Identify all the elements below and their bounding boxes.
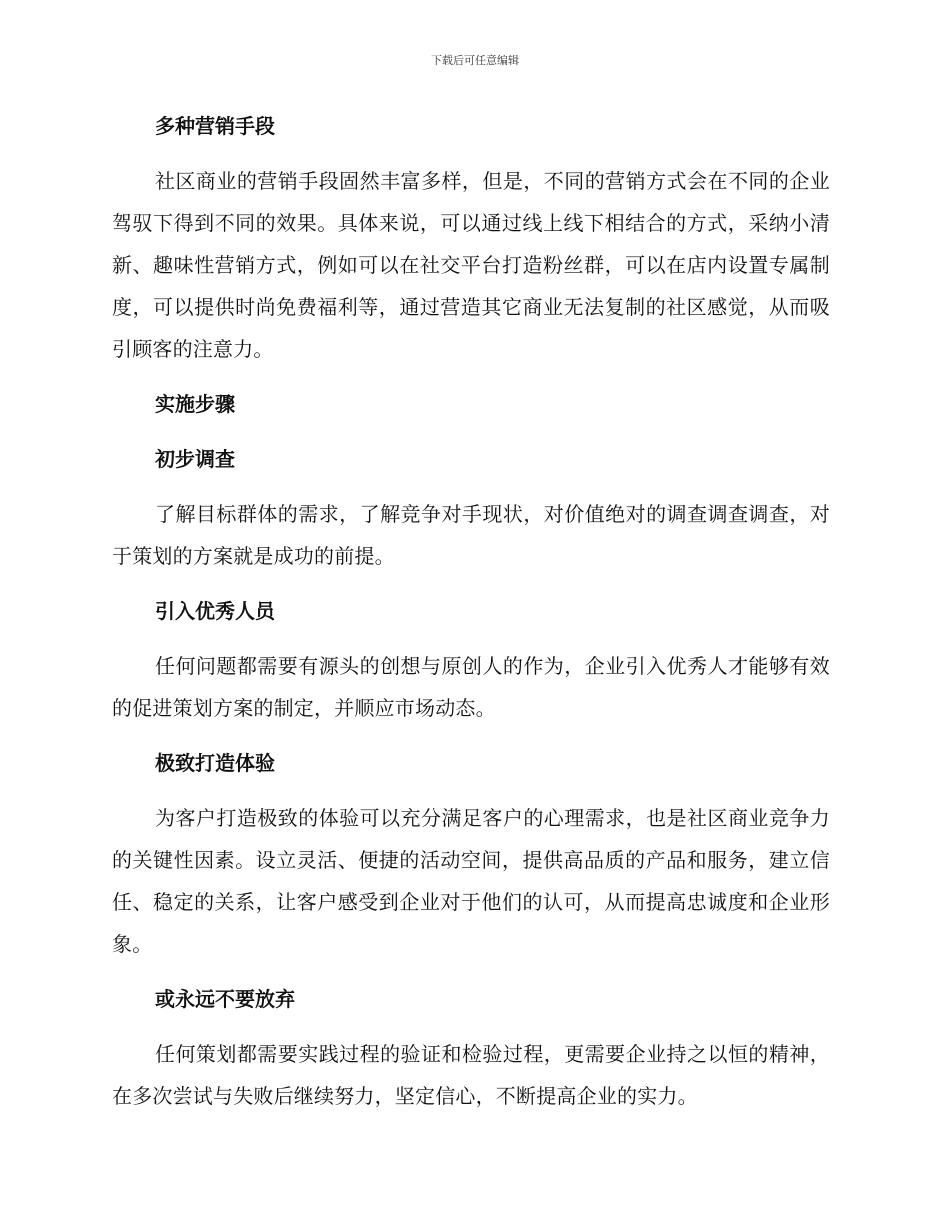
paragraph-ultimate-experience: 为客户打造极致的体验可以充分满足客户的心理需求，也是社区商业竞争力的关键性因素。设立灵活、便捷的活动空间，提供高品质的产品和服务，建立信任、稳定的关系，让客户感受到企业对于他们的认可，从而提高忠诚度和企业形象。 [112, 806, 830, 956]
section-heading-recruit-talent: 引入优秀人员 [155, 599, 275, 623]
section-heading-ultimate-experience: 极致打造体验 [155, 751, 275, 775]
section-heading-implementation-steps: 实施步骤 [155, 392, 235, 416]
section-heading-marketing-methods: 多种营销手段 [155, 114, 275, 138]
paragraph-preliminary-survey: 了解目标群体的需求，了解竞争对手现状，对价值绝对的调查调查调查，对于策划的方案就是成功的前提。 [112, 502, 830, 568]
paragraph-marketing-methods: 社区商业的营销手段固然丰富多样，但是，不同的营销方式会在不同的企业驾驭下得到不同的效果。具体来说，可以通过线上线下相结合的方式，采纳小清新、趣味性营销方式，例如可以在社交平台打造粉丝群，可以在店内设置专属制度，可以提供时尚免费福利等，通过营造其它商业无法复制的社区感觉，从而吸引顾客的注意力。 [112, 169, 830, 361]
document-body [112, 105, 830, 1130]
section-heading-never-give-up: 或永远不要放弃 [155, 987, 295, 1011]
section-heading-preliminary-survey: 初步调查 [155, 447, 235, 471]
paragraph-recruit-talent: 任何问题都需要有源头的创想与原创人的作为，企业引入优秀人才能够有效的促进策划方案的制定，并顺应市场动态。 [112, 654, 830, 720]
page-header: 下载后可任意编辑 [431, 54, 519, 67]
paragraph-never-give-up: 任何策划都需要实践过程的验证和检验过程，更需要企业持之以恒的精神，在多次尝试与失败后继续努力，坚定信心，不断提高企业的实力。 [112, 1042, 830, 1108]
